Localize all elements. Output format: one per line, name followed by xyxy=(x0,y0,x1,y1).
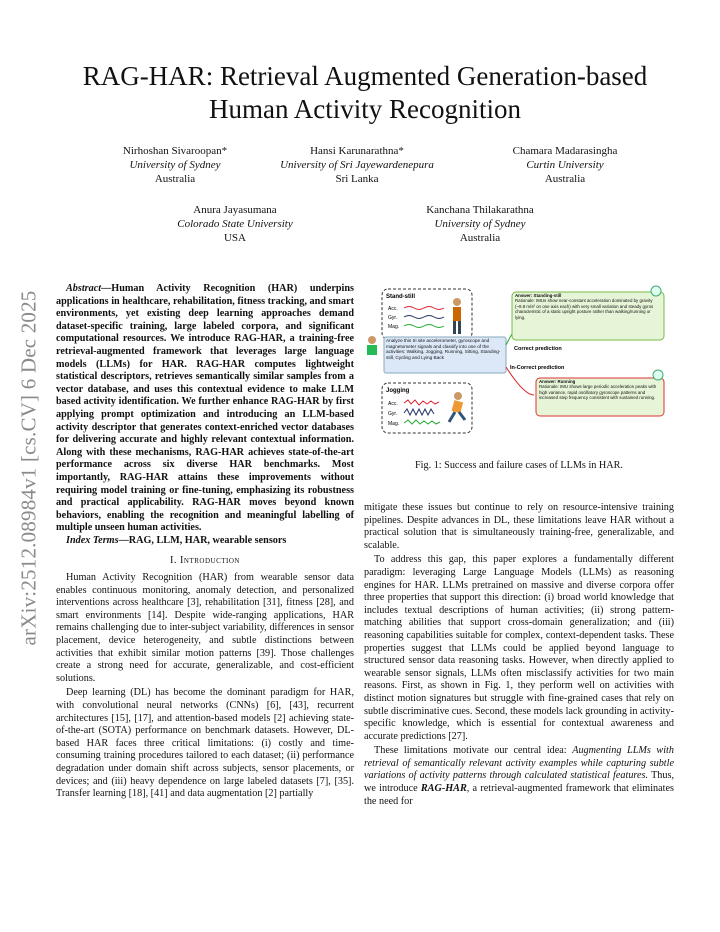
sig-label-acc-top: Acc. xyxy=(388,306,398,312)
bottom-box-title: Jogging xyxy=(386,388,410,394)
author-2: Hansi Karunarathna* University of Sri Jayewardenepura Sri Lanka xyxy=(280,145,434,185)
running-person-icon xyxy=(449,392,465,422)
signal-acc-top xyxy=(404,307,444,310)
figure-caption: Fig. 1: Success and failure cases of LLMs in HAR. xyxy=(415,460,623,471)
sig-label-mag-bottom: Mag. xyxy=(388,421,400,427)
author-1: Nirhoshan Sivaroopan* University of Sydney Australia xyxy=(122,145,228,185)
right-paragraph-2: To address this gap, this paper explores a fundamentally different paradigm: leveraging Large Language Models (LLMs) as reasoning engines for HAR. LLMs pretrained on massive and diverse corpora offer three properties that support this direction: (i) broad world knowledge that includes textual descriptions of human activities; (ii) strong pattern-matching abilities that support cross-domain generalization; and (iii) reasoning capabilities suitable for complex, context-dependent tasks. These properties suggest that LLMs could be applied beyond language to structured sensor data reasoning tasks. However, when directly applied to wearable sensor signals, LLMs often misclassify activities for two main reasons. First, as shown in Fig. 1, they perform well on activities with distinct motion signatures but struggle with fine-grained cases that rely on subtle discriminative cues. Second, these models lack grounding in activity-specific knowledge, which is essential for contextual awareness and accurate predictions [27]. xyxy=(364,554,674,742)
arrow-incorrect xyxy=(506,367,534,395)
answer-incorrect: Answer: Running xyxy=(539,379,576,384)
signal-acc-bottom xyxy=(404,400,439,405)
chatgpt-icon-bottom xyxy=(653,370,663,380)
incorrect-label: In-Correct prediction xyxy=(510,365,565,371)
sig-label-gyr-top: Gyr. xyxy=(388,315,398,321)
correct-label: Correct prediction xyxy=(514,346,562,352)
signal-gyr-top xyxy=(404,316,444,319)
right-column xyxy=(364,502,674,810)
prompt-text: Analyze this tri site accelerometer, gyroscope and magnetometer signals and classify into one of the activities: Walking, Jogging, Running, Sitting, Standing-still, Cycling and Lying Back xyxy=(386,338,501,361)
chatgpt-icon-top xyxy=(651,286,661,296)
signal-mag-top xyxy=(404,325,444,328)
sig-label-mag-top: Mag. xyxy=(388,324,400,330)
figure-1 xyxy=(364,285,674,447)
author-3: Chamara Madarasingha Curtin University Australia xyxy=(512,145,618,185)
arxiv-watermark: arXiv:2512.08984v1 [cs.CV] 6 Dec 2025 xyxy=(16,290,41,646)
top-box-title: Stand-still xyxy=(386,294,416,300)
sig-label-acc-bottom: Acc. xyxy=(388,401,398,407)
rationale-incorrect: Rationale: IMU shows large periodic acceleration peaks with high variance, rapid oscillatory gyroscope patterns and increased step frequency consistent with sustained running. xyxy=(539,384,657,401)
abstract: Abstract—Human Activity Recognition (HAR) underpins applications in healthcare, rehabilitation, fitness tracking, and smart environments, yet existing deep learning approaches demand dataset-specific training, large labeled corpora, and significant computational resources. We introduce RAG-HAR, a training-free retrieval-augmented framework that leverages large language models (LLMs) for HAR. RAG-HAR computes lightweight statistical descriptors, retrieves semantically similar samples from a vector database, and uses this contextual evidence to make LLM based activity identification. We further enhance RAG-HAR by first applying prompt optimization and introducing an LLM-based activity descriptor that generates context-enriched vector databases for delivering accurate and highly relevant contextual information. Along with these mechanisms, RAG-HAR achieves state-of-the-art performance across six diverse HAR benchmarks. Most importantly, RAG-HAR attains these improvements without requiring model training or fine-tuning, emphasizing its robustness and practical applicability. RAG-HAR moves beyond known behaviors, enabling the recognition and meaningful labelling of multiple unseen human activities. Index Terms—RAG, LLM, HAR, wearable sensors xyxy=(56,283,354,546)
title-line-1: RAG-HAR: Retrieval Augmented Generation-based xyxy=(82,61,648,91)
author-5: Kanchana Thilakarathna University of Sydney Australia xyxy=(426,204,534,244)
right-paragraph-3: These limitations motivate our central idea: Augmenting LLMs with retrieval of semantically relevant activity examples while capturing subtle variations of activity patterns through calculated statistical features. Thus, we introduce RAG-HAR, a retrieval-augmented framework that eliminates the need for xyxy=(364,745,674,807)
signal-mag-bottom xyxy=(404,420,440,424)
sig-label-gyr-bottom: Gyr. xyxy=(388,411,398,417)
intro-paragraph-1: Human Activity Recognition (HAR) from wearable sensor data enables continuous monitoring, anomaly detection, and personalized interventions across healthcare [3], rehabilitation [31], fitness [28], and smart environments [14]. Despite wide-ranging applications, HAR remains challenging due to inter-subject variability, differences in sensor placement, device heterogeneity, and subtle distinctions between activities that exhibit similar motion patterns [39]. Those challenges create a strong need for accurate, generalizable, and cost-efficient solutions. xyxy=(56,572,354,684)
left-column xyxy=(56,283,354,803)
intro-paragraph-2: Deep learning (DL) has become the dominant paradigm for HAR, with convolutional neural networks (CNNs) [6], [43], recurrent architectures [15], [17], and attention-based models [2] achieving state-of-the-art (SOTA) performance on benchmark datasets. However, DL-based HAR faces three critical limitations: (i) costly and time-consuming training procedures tailored to each dataset; (ii) performance degradation under domain shift across subjects, sensor placements, or devices; and (iii) heavy dependence on large labeled datasets [7], [35]. Transfer learning [18], [41] and data augmentation [2] partially xyxy=(56,687,354,800)
user-icon xyxy=(367,336,377,355)
section-heading-introduction: I. Introduction xyxy=(170,555,240,567)
answer-correct: Answer: Standing-still xyxy=(515,293,562,298)
author-4: Anura Jayasumana Colorado State University USA xyxy=(177,204,293,244)
rationale-correct: Rationale: IMUs show near-constant acceleration dominated by gravity (~9.8 m/s² on one axis each) with very small variation and steady gyros characteristic of a static upright posture rather than walking/running or lying. xyxy=(515,298,654,320)
signal-gyr-bottom xyxy=(404,409,434,415)
standing-person-icon xyxy=(453,298,461,334)
paper-title xyxy=(40,60,690,126)
right-paragraph-1: mitigate these issues but continue to rely on resource-intensive training pipelines. Despite advances in DL, these limitations leave HAR without a practical solution that is simultaneously training-free, generalizable, and scalable. xyxy=(364,502,674,551)
title-line-2: Human Activity Recognition xyxy=(209,94,521,124)
